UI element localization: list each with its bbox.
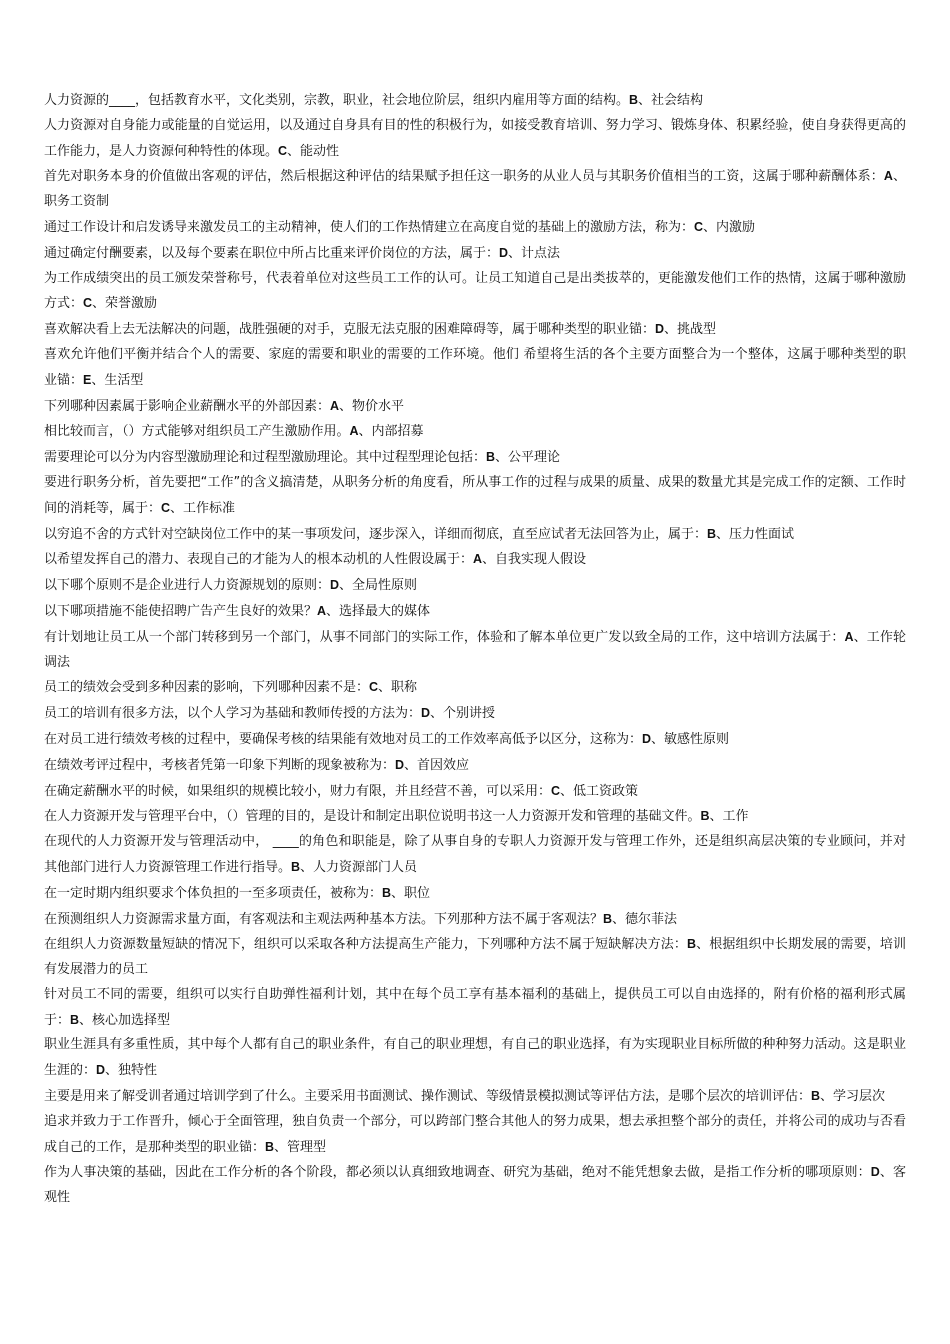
question-item (44, 830, 906, 881)
answer-text: 、根据组织中长期发展的需要，培训有发展潜力的员工 (44, 937, 906, 978)
question-text: 主要是用来了解受训者通过培训学到了什么。主要采用书面测试、操作测试、等级情景模拟测试等评估方法，是哪个层次的培训评估： (44, 1089, 812, 1105)
question-item (44, 547, 906, 573)
question-item (44, 727, 906, 753)
answer-letter: C (694, 219, 704, 234)
answer-letter: C (83, 296, 93, 311)
answer-letter: C (161, 500, 171, 515)
question-text: 要进行职务分析，首先要把“工作”的含义搞清楚，从职务分析的角度看，所从事工作的过程与成果的质量、成果的数量尤其是完成工作的定额、工作时间的消耗等，属于： (44, 474, 906, 516)
answer-letter: D (421, 706, 431, 721)
answer-text: 、自我实现人假设 (482, 552, 587, 568)
question-item (44, 753, 906, 779)
question-item (44, 779, 906, 805)
answer-text: 、压力性面试 (716, 526, 795, 542)
question-item (44, 932, 906, 983)
answer-letter: B (486, 450, 496, 465)
question-item (44, 1110, 906, 1161)
answer-letter: B (629, 93, 639, 107)
question-text: 在一定时期内组织要求个体负担的一至多项责任，被称为： (44, 885, 383, 901)
answer-letter: A (330, 398, 340, 413)
question-item (44, 675, 906, 701)
question-text: 以穷追不舍的方式针对空缺岗位工作中的某一事项发问，逐步深入，详细而彻底，直至应试者无法回答为止，属于： (44, 526, 708, 542)
answer-letter: E (83, 372, 92, 387)
answer-text: 、职称 (378, 680, 418, 696)
question-text: 在确定薪酬水平的时候，如果组织的规模比较小，财力有限，并且经营不善，可以采用： (44, 783, 552, 799)
question-text: 为工作成绩突出的员工颁发荣誉称号，代表着单位对这些员工工作的认可。让员工知道自己是出类拔萃的，更能激发他们工作的热情，这属于哪种激励方式： (44, 270, 906, 312)
answer-letter: D (330, 578, 340, 593)
question-item (44, 983, 906, 1034)
question-item (44, 343, 906, 394)
answer-letter: B (265, 1139, 275, 1154)
question-text: 喜欢允许他们平衡并结合个人的需要、家庭的需要和职业的需要的工作环境。他们 希望将生活的各个主要方面整合为一个整体，这属于哪种类型的职业锚： (44, 346, 906, 388)
question-item (44, 599, 906, 625)
question-item (44, 471, 906, 522)
question-text: 有计划地让员工从一个部门转移到另一个部门，从事不同部门的实际工作，体验和了解本单位更广发以致全局的工作，这中培训方法属于： (44, 629, 845, 645)
answer-letter: B (70, 1012, 80, 1027)
question-item (44, 625, 906, 676)
question-text: 以下哪个原则不是企业进行人力资源规划的原则： (44, 578, 331, 594)
answer-text: 、工作标准 (170, 500, 236, 516)
question-item (44, 804, 906, 830)
answer-letter: B (700, 809, 710, 824)
answer-letter: B (686, 937, 697, 952)
question-text: 在组织人力资源数量短缺的情况下，组织可以采取各种方法提高生产能力，下列哪种方法不属于短缺解决方法： (44, 937, 687, 953)
answer-letter: D (642, 731, 652, 746)
answer-text: 、内部招募 (358, 424, 424, 440)
question-text: 在现代的人力资源开发与管理活动中， ____的角色和职能是，除了从事自身的专职人力资源开发与管理工作外，还是组织高层决策的专业顾问，并对其他部门进行人力资源管理工作进行指导。 (44, 834, 906, 875)
answer-text: 、全局性原则 (339, 578, 418, 594)
question-item (44, 1160, 906, 1211)
answer-letter: D (395, 757, 405, 772)
answer-letter: B (603, 911, 613, 926)
question-text: 以希望发挥自己的潜力、表现自己的才能为人的根本动机的人性假设属于： (44, 552, 474, 568)
answer-text: 、客观性 (44, 1165, 906, 1206)
question-item (44, 1033, 906, 1084)
answer-text: 、选择最大的媒体 (326, 603, 431, 619)
question-text: 喜欢解决看上去无法解决的问题，战胜强硬的对手，克服无法克服的困难障碍等，属于哪种类型的职业锚： (44, 322, 656, 338)
answer-letter: B (291, 859, 301, 874)
question-text: 首先对职务本身的价值做出客观的评估，然后根据这种评估的结果赋予担任这一职务的从业人员与其职务价值相当的工资，这属于哪种薪酬体系： (44, 169, 884, 185)
question-text: 在绩效考评过程中，考核者凭第一印象下判断的现象被称为： (44, 757, 396, 773)
answer-text: 、个别讲授 (430, 706, 496, 722)
question-text: 针对员工不同的需要，组织可以实行自助弹性福利计划，其中在每个员工享有基本福利的基础上，提供员工可以自由选择的，附有价格的福利形式属于： (44, 986, 906, 1028)
answer-text: 、工作 (709, 809, 749, 825)
answer-letter: A (473, 552, 483, 567)
question-item (44, 419, 906, 445)
answer-text: 、职务工资制 (44, 169, 906, 210)
answer-text: 、内激励 (703, 219, 756, 235)
answer-letter: D (655, 322, 665, 337)
question-text: 员工的绩效会受到多种因素的影响，下列哪种因素不是： (44, 680, 370, 696)
question-text: 下列哪种因素属于影响企业薪酬水平的外部因素： (44, 398, 331, 414)
answer-text: 、荣誉激励 (92, 296, 158, 312)
answer-text: 、公平理论 (495, 450, 561, 466)
answer-letter: C (551, 783, 561, 798)
question-item (44, 164, 906, 215)
answer-letter: D (96, 1063, 106, 1078)
question-item (44, 522, 906, 548)
question-item (44, 1084, 906, 1110)
question-text: 在人力资源开发与管理平台中，（）管理的目的，是设计和制定出职位说明书这一人力资源开发和管理的基础文件。 (44, 809, 701, 825)
answer-letter: A (349, 424, 359, 439)
question-text: 通过工作设计和启发诱导来激发员工的主动精神，使人们的工作热情建立在高度自觉的基础上的激励方法，称为： (44, 219, 695, 235)
answer-letter: C (369, 680, 379, 695)
question-text: 需要理论可以分为内容型激励理论和过程型激励理论。其中过程型理论包括： (44, 450, 487, 466)
question-item (44, 114, 906, 165)
question-text: 追求并致力于工作晋升，倾心于全面管理，独自负责一个部分，可以跨部门整合其他人的努力成果，想去承担整个部分的责任，并将公司的成功与否看成自己的工作，是那种类型的职业锚： (44, 1113, 906, 1155)
question-text: 通过确定付酬要素，以及每个要素在职位中所占比重来评价岗位的方法，属于： (44, 245, 500, 261)
answer-text: 、首因效应 (404, 757, 470, 773)
answer-text: 、计点法 (508, 245, 561, 261)
answer-text: 、生活型 (91, 372, 144, 388)
question-item (44, 907, 906, 933)
answer-letter: A (844, 629, 854, 644)
question-item (44, 445, 906, 471)
answer-text: 、德尔菲法 (612, 911, 678, 927)
question-item (44, 241, 906, 267)
answer-text: 、低工资政策 (560, 783, 639, 799)
question-text: 在对员工进行绩效考核的过程中，要确保考核的结果能有效地对员工的工作效率高低予以区分，这称为： (44, 731, 643, 747)
answer-text: 、独特性 (105, 1063, 158, 1079)
answer-text: 、物价水平 (339, 398, 405, 414)
answer-letter: C (278, 143, 288, 158)
question-item (44, 317, 906, 343)
answer-letter: B (707, 526, 717, 541)
answer-text: 、敏感性原则 (651, 731, 730, 747)
question-text: 人力资源的____，包括教育水平，文化类别，宗教，职业，社会地位阶层，组织内雇用等方面的结构。 (44, 93, 630, 108)
answer-text: 、人力资源部门人员 (300, 859, 418, 875)
question-text: 作为人事决策的基础，因此在工作分析的各个阶段，都必须以认真细致地调查、研究为基础，绝对不能凭想象去做，是指工作分析的哪项原则： (44, 1165, 871, 1181)
answer-text: 、工作轮调法 (44, 629, 906, 670)
answer-text: 、挑战型 (664, 322, 717, 338)
question-item (44, 88, 906, 114)
question-text: 在预测组织人力资源需求量方面，有客观法和主观法两种基本方法。下列那种方法不属于客观法？ (44, 911, 604, 927)
question-text: 相比较而言，（）方式能够对组织员工产生激励作用。 (44, 424, 350, 440)
question-text: 人力资源对自身能力或能量的自觉运用，以及通过自身具有目的性的积极行为，如接受教育培训、努力学习、锻炼身体、积累经验，使自身获得更高的工作能力，是人力资源何种特性的体现。 (44, 117, 906, 159)
question-text: 员工的培训有很多方法，以个人学习为基础和教师传授的方法为： (44, 706, 422, 722)
question-item (44, 394, 906, 420)
answer-text: 、核心加选择型 (79, 1012, 171, 1028)
question-item (44, 215, 906, 241)
question-text: 以下哪项措施不能使招聘广告产生良好的效果？ (44, 603, 318, 619)
answer-letter: B (382, 885, 392, 900)
answer-text: 、能动性 (287, 143, 340, 159)
document-body (44, 88, 906, 1211)
answer-text: 、社会结构 (638, 93, 704, 108)
question-text: 职业生涯具有多重性质，其中每个人都有自己的职业条件，有自己的职业理想，有自己的职业选择，有为实现职业目标所做的种种努力活动。这是职业生涯的： (44, 1037, 906, 1079)
answer-text: 、管理型 (274, 1139, 327, 1155)
answer-letter: D (870, 1165, 880, 1180)
answer-letter: A (317, 603, 327, 618)
answer-letter: B (811, 1089, 821, 1104)
answer-letter: A (883, 169, 893, 184)
answer-text: 、职位 (391, 885, 431, 901)
answer-text: 、学习层次 (820, 1089, 886, 1105)
question-item (44, 267, 906, 318)
question-item (44, 573, 906, 599)
question-item (44, 701, 906, 727)
question-item (44, 881, 906, 907)
answer-letter: D (499, 245, 509, 260)
